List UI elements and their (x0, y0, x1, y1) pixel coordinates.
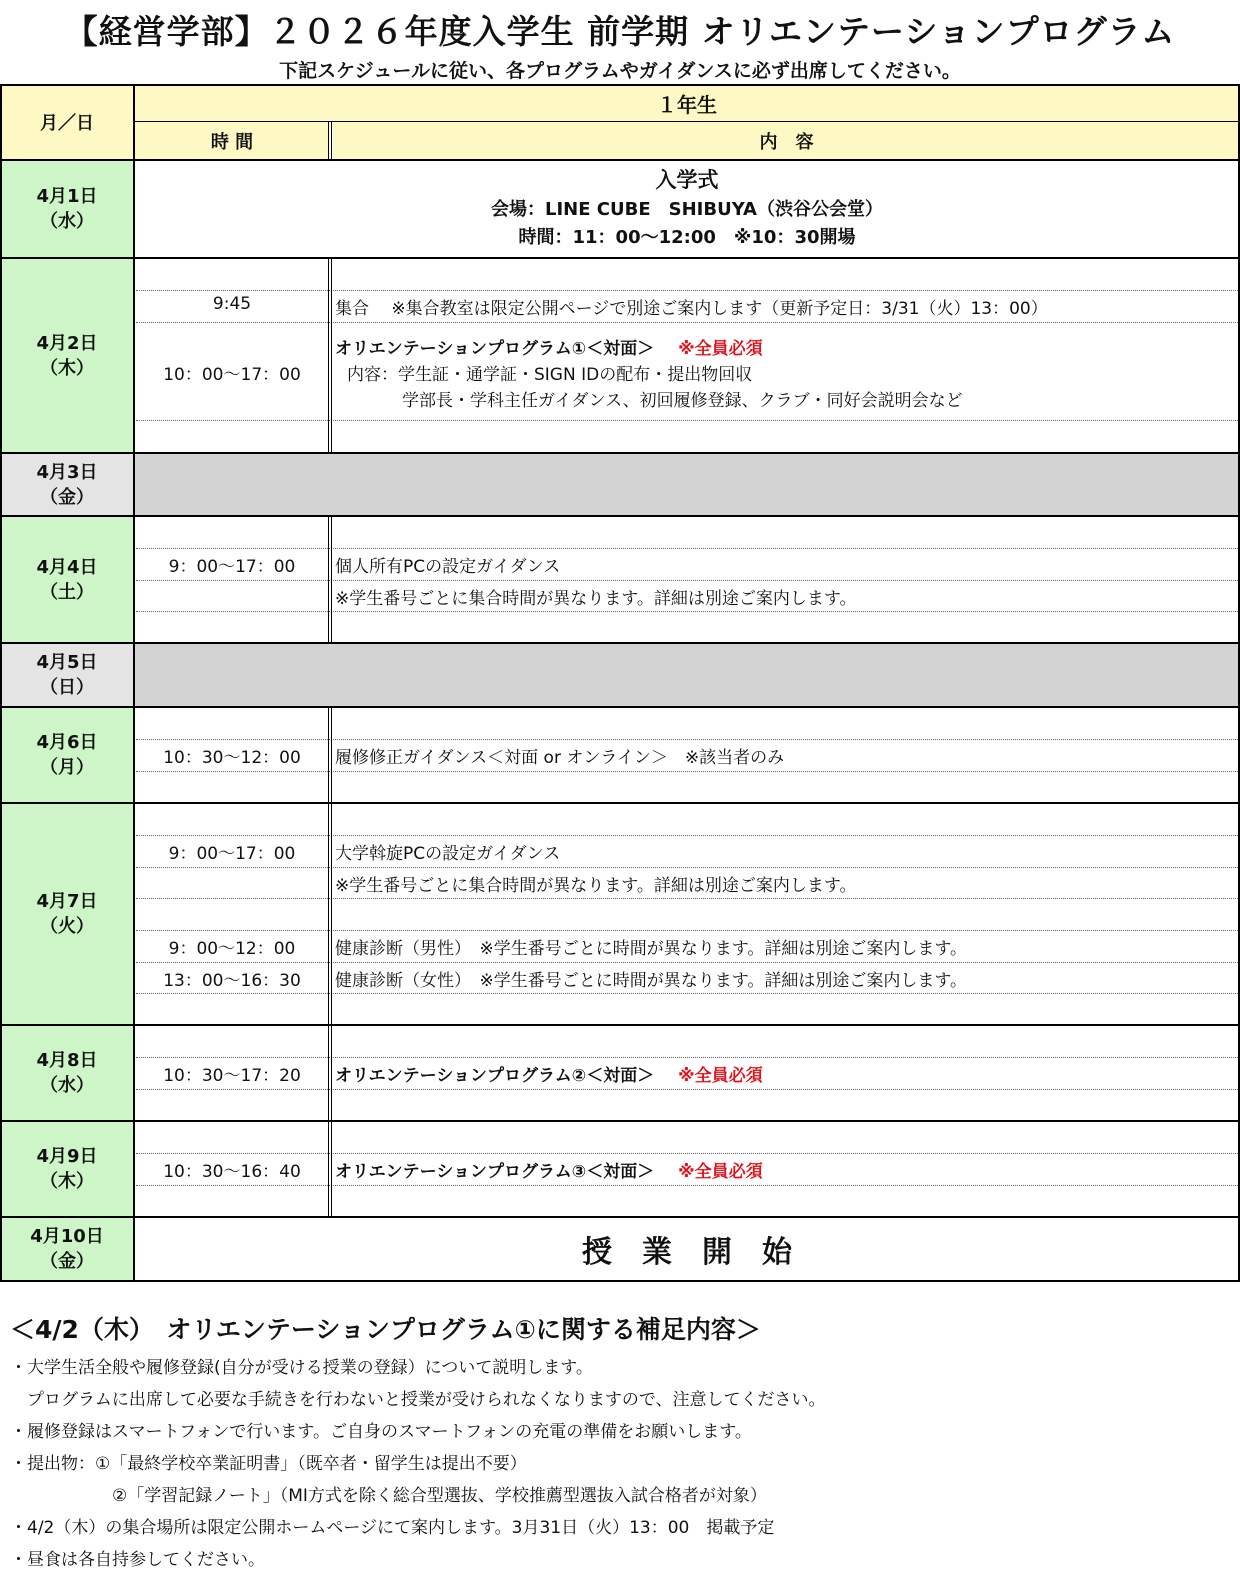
page-title: 【経営学部】２０２６年度入学生 前学期 オリエンテーションプログラム (64, 12, 1176, 51)
col-separator (328, 1121, 332, 1217)
date-cell-apr7 (0, 803, 134, 1025)
closed-day-apr3 (134, 453, 1240, 516)
dotted-line (136, 867, 1238, 868)
col-border (0, 84, 2, 1282)
closed-day-apr5 (134, 643, 1240, 707)
date-cell-apr3 (0, 453, 134, 516)
col-separator (328, 122, 332, 160)
row-border (0, 84, 1240, 86)
time-apr2-1: 9:45 (212, 294, 252, 314)
required-badge-3: ※全員必須 (678, 1162, 763, 1182)
dow-apr5: （日） (40, 677, 94, 698)
row-border (0, 802, 1240, 804)
dotted-line (136, 322, 1238, 323)
dow-apr6: （月） (40, 757, 94, 778)
time-apr6-1: 10：30～12：00 (163, 748, 301, 768)
time-apr4-1: 9：00～17：00 (168, 557, 296, 577)
dow-apr3: （金） (40, 486, 94, 508)
dotted-line (136, 420, 1238, 421)
classes-start: 授 業 開 始 (582, 1235, 792, 1270)
supplementary-notes (10, 1310, 1230, 1576)
row-border (0, 1280, 1240, 1282)
content-apr2-3: 内容：学生証・通学証・SIGN IDの配布・提出物回収 (347, 365, 753, 385)
note-line: ・履修登録はスマートフォンで行います。ご自身のスマートフォンの充電の準備をお願いします。 (10, 1422, 752, 1442)
dotted-line (136, 290, 1238, 291)
date-apr6: 4月6日 (36, 732, 98, 753)
dotted-line (136, 898, 1238, 899)
note-line: ②「学習記録ノート」（MI方式を除く総合型選抜、学校推薦型選抜入試合格者が対象） (10, 1486, 767, 1506)
dotted-line (136, 1153, 1238, 1154)
dow-apr4: （土） (40, 581, 94, 603)
note-line: ・提出物：①「最終学校卒業証明書」（既卒者・留学生は提出不要） (10, 1454, 527, 1474)
ceremony-title: 入学式 (655, 168, 719, 192)
date-apr9: 4月9日 (36, 1146, 98, 1167)
time-apr7-1: 9：00～17：00 (168, 844, 296, 864)
header-content-col: 内 容 (333, 122, 1240, 160)
col-separator (328, 707, 332, 803)
dotted-line (136, 611, 1238, 612)
content-apr2-1: 集合 ※集合教室は限定公開ページで別途ご案内します（更新予定日：3/31（火）13：00） (335, 299, 1048, 319)
header-grade: １年生 (134, 84, 1240, 122)
note-line: ・4/2（木）の集合場所は限定公開ホームページにて案内します。3月31日（火）13：00 掲載予定 (10, 1518, 775, 1538)
time-apr7-4: 13：00～16：30 (163, 971, 301, 991)
content-apr8-1 (335, 1061, 763, 1086)
time-apr7-3: 9：00～12：00 (168, 939, 296, 959)
dow-apr2: （木） (40, 357, 94, 379)
ceremony-block (134, 164, 1240, 252)
date-cell-apr5 (0, 643, 134, 707)
col-separator (328, 1025, 332, 1121)
dotted-line (136, 1089, 1238, 1090)
row-border (0, 515, 1240, 517)
col-separator (328, 803, 332, 1025)
content-apr4-1: 個人所有PCの設定ガイダンス (335, 557, 561, 577)
date-apr3: 4月3日 (36, 461, 98, 483)
note-line: ・大学生活全般や履修登録(自分が受ける授業の登録）について説明します。 (10, 1358, 593, 1378)
dow-apr1: （水） (40, 211, 94, 232)
dotted-line (136, 993, 1238, 994)
row-border (0, 159, 1240, 161)
date-apr4: 4月4日 (36, 556, 98, 578)
content-apr7-2: ※学生番号ごとに集合時間が異なります。詳細は別途ご案内します。 (335, 876, 857, 896)
content-apr7-1: 大学斡旋PCの設定ガイダンス (335, 844, 561, 864)
row-border (134, 121, 1240, 122)
content-apr4-2: ※学生番号ごとに集合時間が異なります。詳細は別途ご案内します。 (335, 589, 857, 609)
content-apr9-1 (335, 1157, 763, 1182)
dotted-line (136, 835, 1238, 836)
date-apr10: 4月10日 (30, 1226, 104, 1247)
content-apr2-4: 学部長・学科主任ガイダンス、初回履修登録、クラブ・同好会説明会など (402, 391, 963, 411)
date-apr1: 4月1日 (36, 186, 98, 207)
required-badge-2: ※全員必須 (678, 1066, 763, 1086)
row-border (0, 257, 1240, 259)
schedule-table (0, 84, 1240, 1282)
col-separator (328, 516, 332, 643)
row-border (0, 1216, 1240, 1218)
dotted-line (136, 1057, 1238, 1058)
row-border (0, 706, 1240, 708)
time-apr9-1: 10：30～16：40 (163, 1162, 301, 1182)
orientation-3-label: オリエンテーションプログラム③＜対面＞ (335, 1162, 655, 1182)
date-cell-apr4 (0, 516, 134, 643)
date-cell-apr2 (0, 258, 134, 453)
date-apr5: 4月5日 (36, 652, 98, 673)
page-subtitle: 下記スケジュールに従い、各プログラムやガイダンスに必ず出席してください。 (279, 60, 961, 82)
date-apr7: 4月7日 (36, 891, 98, 912)
row-border (0, 642, 1240, 644)
dow-apr8: （水） (40, 1075, 94, 1096)
dotted-line (136, 962, 1238, 963)
note-line: ・昼食は各自持参してください。 (10, 1550, 265, 1570)
dotted-line (136, 739, 1238, 740)
date-apr2: 4月2日 (36, 332, 98, 354)
dow-apr9: （木） (40, 1171, 94, 1192)
orientation-1-label: オリエンテーションプログラム①＜対面＞ (335, 339, 655, 359)
date-cell-apr9 (0, 1121, 134, 1217)
dotted-line (136, 1185, 1238, 1186)
dotted-line (136, 930, 1238, 931)
note-line: プログラムに出席して必要な手続きを行わないと授業が受けられなくなりますので、注意してください。 (10, 1390, 826, 1410)
header-date-col: 月／日 (0, 84, 134, 160)
dow-apr10: （金） (40, 1251, 94, 1272)
col-separator (328, 258, 332, 453)
dotted-line (136, 580, 1238, 581)
dotted-line (136, 771, 1238, 772)
date-cell-apr8 (0, 1025, 134, 1121)
col-border (133, 84, 135, 1282)
content-apr2-2 (335, 334, 763, 359)
orientation-2-label: オリエンテーションプログラム②＜対面＞ (335, 1066, 655, 1086)
content-apr7-4: 健康診断（女性） ※学生番号ごとに時間が異なります。詳細は別途ご案内します。 (335, 971, 968, 991)
time-apr2-2: 10：00～17：00 (163, 365, 301, 385)
row-border (0, 1024, 1240, 1026)
required-badge-1: ※全員必須 (678, 339, 763, 359)
dotted-line (136, 548, 1238, 549)
notes-title: ＜4/2（木） オリエンテーションプログラム①に関する補足内容＞ (10, 1315, 761, 1344)
date-cell-apr10 (0, 1217, 134, 1281)
ceremony-time: 時間：11：00～12:00 ※10：30開場 (518, 227, 856, 248)
content-apr6-1: 履修修正ガイダンス＜対面 or オンライン＞ ※該当者のみ (335, 748, 785, 768)
date-apr8: 4月8日 (36, 1050, 98, 1071)
row-border (0, 452, 1240, 454)
time-apr8-1: 10：30～17：20 (163, 1066, 301, 1086)
dow-apr7: （火） (40, 916, 94, 937)
content-apr7-3: 健康診断（男性） ※学生番号ごとに時間が異なります。詳細は別途ご案内します。 (335, 939, 968, 959)
row-border (0, 1120, 1240, 1122)
date-cell-apr1 (0, 160, 134, 258)
ceremony-venue: 会場：LINE CUBE SHIBUYA（渋谷公会堂） (491, 199, 883, 220)
header-time-col: 時 間 (134, 122, 330, 160)
date-cell-apr6 (0, 707, 134, 803)
